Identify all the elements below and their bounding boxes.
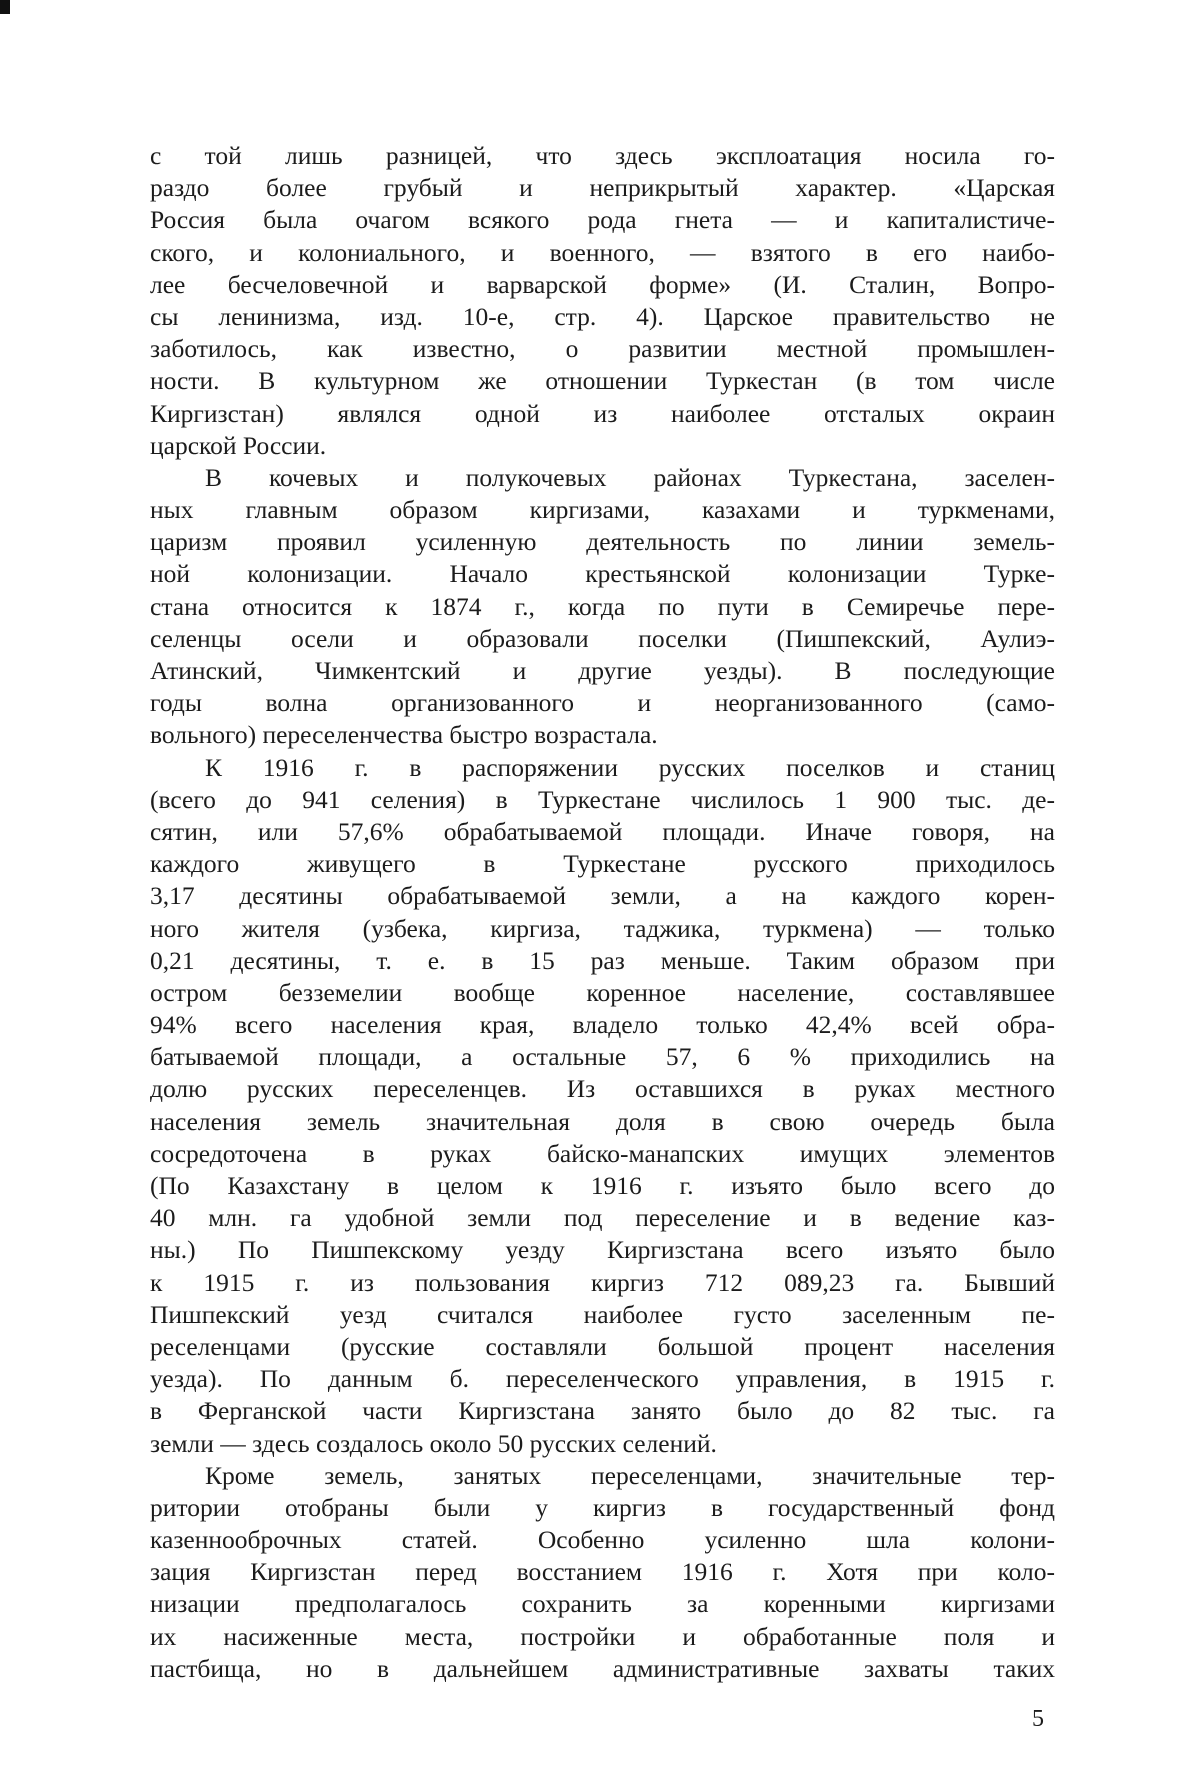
text-line: с той лишь разницей, что здесь эксплоатация носила го- — [150, 141, 1055, 170]
text-line: Пишпекский уезд считался наиболее густо заселенным пе- — [150, 1299, 1055, 1329]
text-line: ного жителя (узбека, киргиза, таджика, туркмена) — только — [150, 913, 1055, 943]
text-line: лее бесчеловечной и варварской форме» (И. Сталин, Вопро- — [150, 269, 1055, 299]
text-line: каждого живущего в Туркестане русского приходилось — [150, 849, 1055, 879]
text-line: в Ферганской части Киргизстана занято было до 82 тыс. га — [150, 1396, 1055, 1426]
paragraph-start-line: Кроме земель, занятых переселенцами, значительные тер- — [205, 1460, 1055, 1490]
text-line: Киргизстан) являлся одной из наиболее отсталых окраин — [150, 398, 1055, 428]
text-line: царизм проявил усиленную деятельность по линии земель- — [150, 527, 1055, 557]
text-line: ной колонизации. Начало крестьянской колонизации Турке- — [150, 559, 1055, 589]
text-line: к 1915 г. из пользования киргиз 712 089,23 га. Бывший — [150, 1267, 1055, 1297]
text-line: годы волна организованного и неорганизованного (само- — [150, 688, 1055, 718]
text-line: ности. В культурном же отношении Туркестан (в том числе — [150, 366, 1055, 396]
text-line: земли — здесь создалось около 50 русских селений. — [150, 1428, 717, 1458]
text-line: 94% всего населения края, владело только 42,4% всей обра- — [150, 1010, 1055, 1040]
text-line: ритории отобраны были у киргиз в государственный фонд — [150, 1492, 1055, 1522]
text-line: их насиженные места, постройки и обработанные поля и — [150, 1621, 1055, 1651]
text-line: ных главным образом киргизами, казахами и туркменами, — [150, 495, 1055, 525]
text-line: царской России. — [150, 430, 327, 460]
text-line: вольного) переселенчества быстро возрастала. — [150, 720, 658, 750]
text-line: населения земель значительная доля в свою очередь была — [150, 1106, 1055, 1136]
text-line: заботилось, как известно, о развитии местной промышлен- — [150, 334, 1055, 364]
text-line: пастбища, но в дальнейшем административные захваты таких — [150, 1653, 1055, 1683]
text-line: Атинский, Чимкентский и другие уезды). В последующие — [150, 656, 1055, 685]
text-line: остром безземелии вообще коренное население, составлявшее — [150, 977, 1055, 1007]
text-line: 3,17 десятины обрабатываемой земли, а на каждого корен- — [150, 881, 1055, 911]
text-line: ского, и колониального, и военного, — взятого в его наибо- — [150, 237, 1055, 267]
text-line: Россия была очагом всякого рода гнета — и капиталистиче- — [150, 205, 1055, 235]
paragraph-start-line: К 1916 г. в распоряжении русских поселков и станиц — [205, 752, 1055, 782]
paragraph-start-line: В кочевых и полукочевых районах Туркестана, заселен- — [205, 462, 1055, 492]
text-line: казеннооброчных статей. Особенно усиленно шла колони- — [150, 1525, 1055, 1555]
text-line: (По Казахстану в целом к 1916 г. изъято было всего до — [150, 1171, 1055, 1200]
text-line: сятин, или 57,6% обрабатываемой площади. Иначе говоря, на — [150, 816, 1055, 846]
text-line: реселенцами (русские составляли большой процент населения — [150, 1331, 1055, 1361]
text-line: батываемой площади, а остальные 57, 6 % приходились на — [150, 1042, 1055, 1072]
text-line: стана относится к 1874 г., когда по пути в Семиречье пере- — [150, 591, 1055, 621]
text-line: ны.) По Пишпекскому уезду Киргизстана всего изъято было — [150, 1235, 1055, 1265]
text-line: уезда). По данным б. переселенческого управления, в 1915 г. — [150, 1364, 1055, 1394]
text-line: долю русских переселенцев. Из оставшихся в руках местного — [150, 1074, 1055, 1104]
text-line: низации предполагалось сохранить за коренными киргизами — [150, 1589, 1055, 1619]
text-line: сы ленинизма, изд. 10-е, стр. 4). Царское правительство не — [150, 301, 1055, 331]
page-number: 5 — [1032, 1706, 1044, 1732]
scan-corner-mark — [0, 0, 10, 14]
text-line: зация Киргизстан перед восстанием 1916 г. Хотя при коло- — [150, 1557, 1055, 1587]
text-line: селенцы осели и образовали поселки (Пишпекский, Аулиэ- — [150, 623, 1055, 653]
text-line: сосредоточена в руках байско-манапских имущих элементов — [150, 1138, 1055, 1168]
text-line: (всего до 941 селения) в Туркестане числилось 1 900 тыс. де- — [150, 784, 1055, 814]
text-line: раздо более грубый и неприкрытый характер. «Царская — [150, 173, 1055, 203]
text-line: 0,21 десятины, т. е. в 15 раз меньше. Таким образом при — [150, 945, 1055, 975]
text-line: 40 млн. га удобной земли под переселение и в ведение каз- — [150, 1203, 1055, 1233]
page-text — [150, 140, 1055, 1685]
